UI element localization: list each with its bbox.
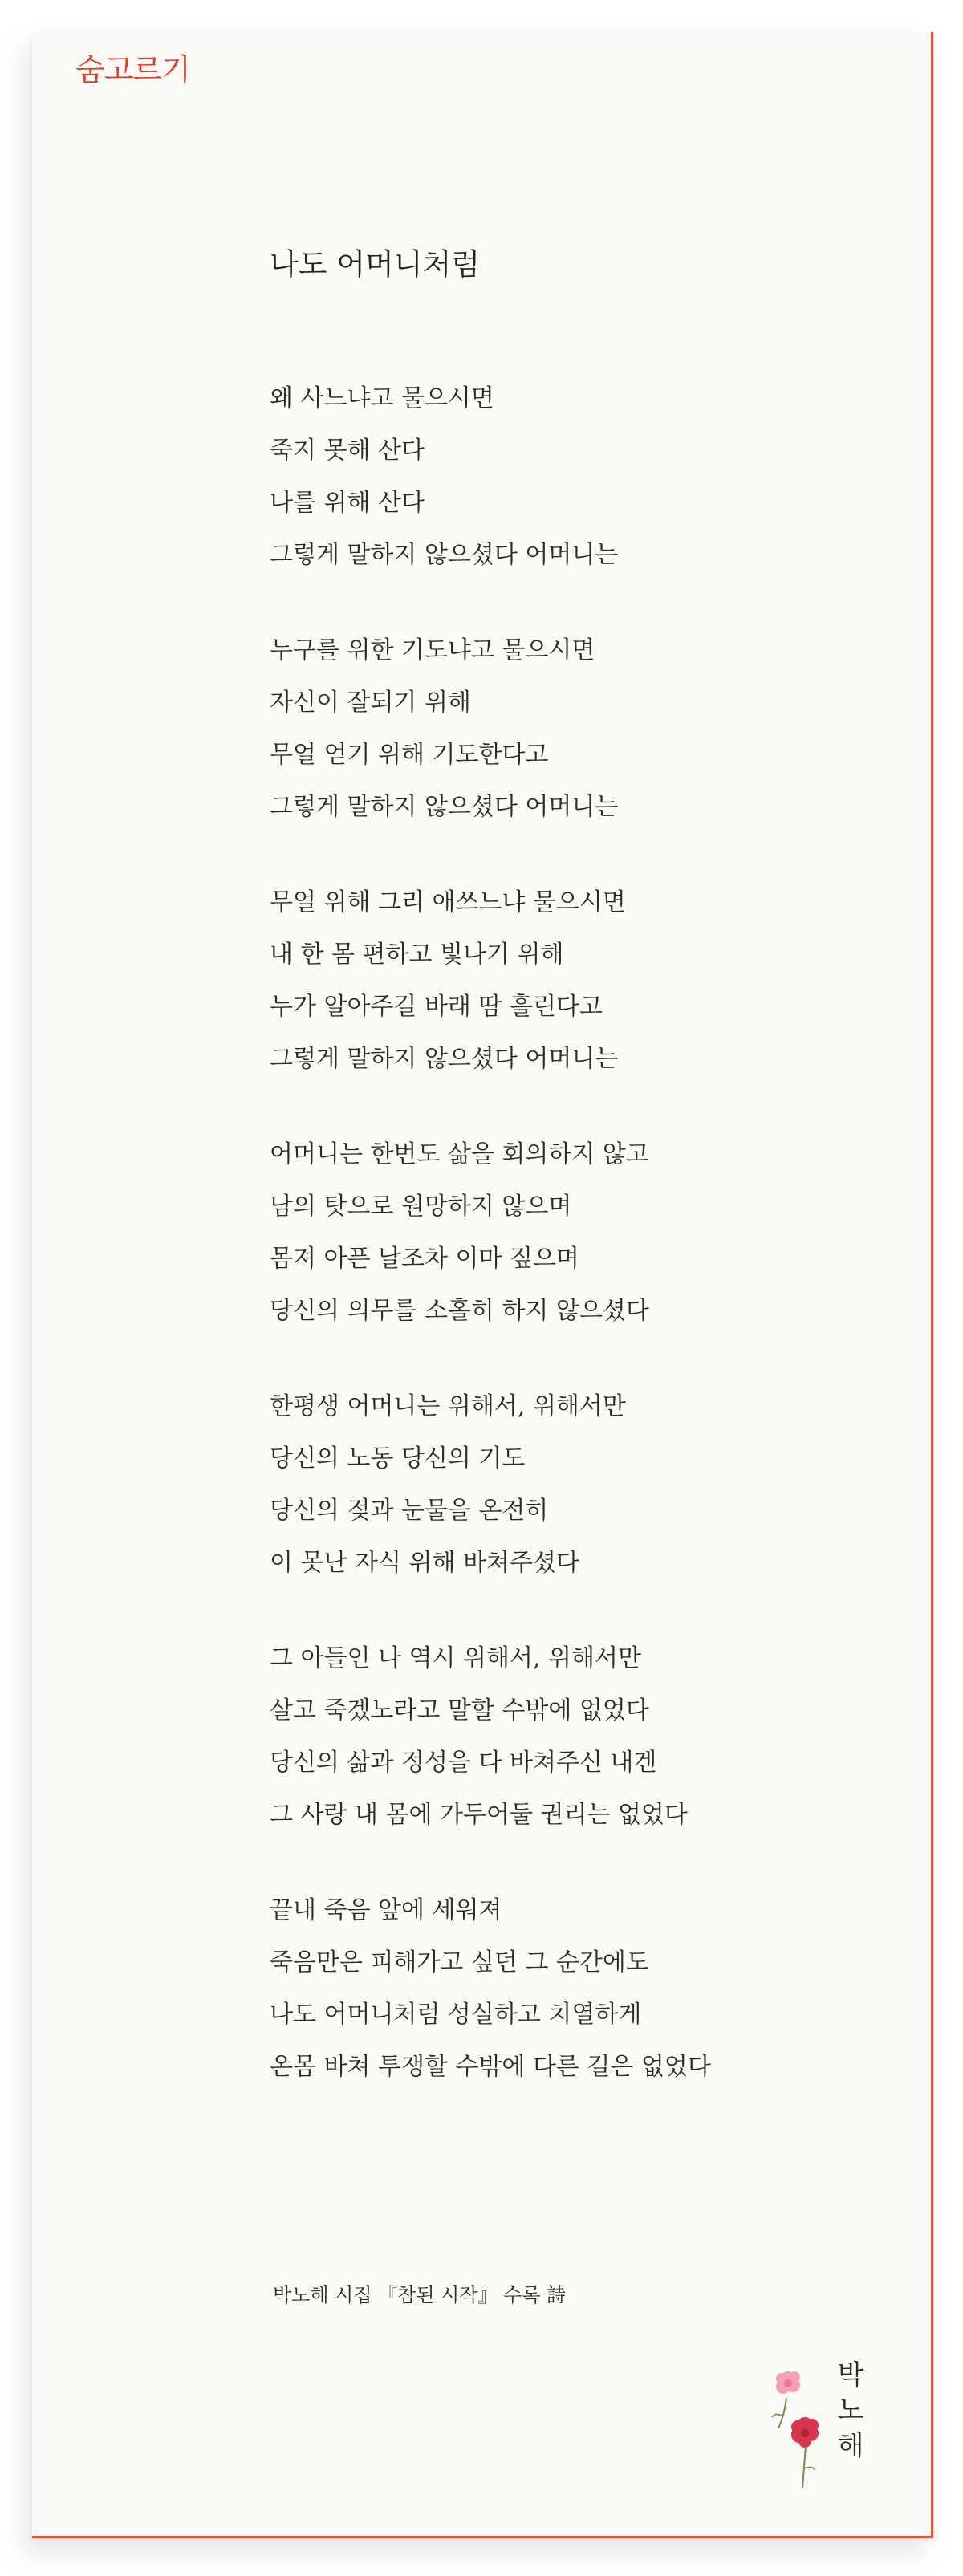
poem-line: 그렇게 말하지 않으셨다 어머니는 [270,541,619,570]
poem-line: 죽지 못해 산다 [270,437,425,465]
poem-title: 나도 어머니처럼 [270,247,480,282]
poem-line: 당신의 삶과 정성을 다 바쳐주신 내겐 [270,1749,657,1778]
poem-line: 죽음만은 피해가고 싶던 그 순간에도 [270,1948,649,1977]
poem-body [270,372,896,2093]
poem-line: 왜 사느냐고 물으시면 [270,384,494,413]
poem-line: 무얼 위해 그리 애쓰느냐 물으시면 [270,888,626,917]
poem-line: 자신이 잘되기 위해 [270,689,471,717]
author-signature [764,2358,892,2502]
poem-card [32,32,933,2538]
author-name-char: 박 [837,2359,864,2391]
poem-stanza [270,372,896,581]
brand-logo[interactable]: 숨고르기 [75,52,190,87]
author-name [835,2358,867,2464]
poem-line: 살고 죽겠노라고 말할 수밖에 없었다 [270,1696,649,1725]
poem-line: 당신의 젖과 눈물을 온전히 [270,1497,549,1526]
poem-line: 누구를 위한 기도냐고 물으시면 [270,636,595,665]
poem-line: 무얼 얻기 위해 기도한다고 [270,741,549,770]
carnation-flowers-icon [764,2366,836,2494]
poem-line: 당신의 노동 당신의 기도 [270,1444,526,1473]
poem-line: 어머니는 한번도 삶을 회의하지 않고 [270,1140,649,1169]
poem-line: 끝내 죽음 앞에 세워져 [270,1896,502,1925]
poem-stanza [270,1128,896,1337]
poem-line: 한평생 어머니는 위해서, 위해서만 [270,1392,626,1421]
poem-line: 나를 위해 산다 [270,489,425,518]
poem-source: 박노해 시집 『참된 시작』 수록 詩 [273,2284,567,2306]
author-name-char: 해 [837,2430,864,2462]
poem-stanza [270,876,896,1085]
poem-line: 이 못난 자식 위해 바쳐주셨다 [270,1549,579,1578]
poem-stanza [270,1632,896,1841]
poem-line: 남의 탓으로 원망하지 않으며 [270,1193,572,1221]
poem-stanza [270,624,896,833]
author-name-char: 노 [837,2395,864,2427]
poem-line: 그렇게 말하지 않으셨다 어머니는 [270,1045,619,1074]
poem-line: 나도 어머니처럼 성실하고 치열하게 [270,2001,642,2030]
poem-line: 몸져 아픈 날조차 이마 짚으며 [270,1245,579,1274]
poem-line: 온몸 바쳐 투쟁할 수밖에 다른 길은 없었다 [270,2053,711,2082]
poem-line: 누가 알아주길 바래 땀 흘린다고 [270,993,603,1022]
poem-line: 그 아들인 나 역시 위해서, 위해서만 [270,1644,641,1673]
poem-line: 내 한 몸 편하고 빛나기 위해 [270,941,564,969]
poem-content [270,247,896,2136]
poem-line: 그 사랑 내 몸에 가두어둘 권리는 없었다 [270,1801,688,1830]
poem-stanza [270,1380,896,1589]
poem-line: 당신의 의무를 소홀히 하지 않으셨다 [270,1297,649,1326]
poem-stanza [270,1884,896,2093]
poem-line: 그렇게 말하지 않으셨다 어머니는 [270,793,619,822]
